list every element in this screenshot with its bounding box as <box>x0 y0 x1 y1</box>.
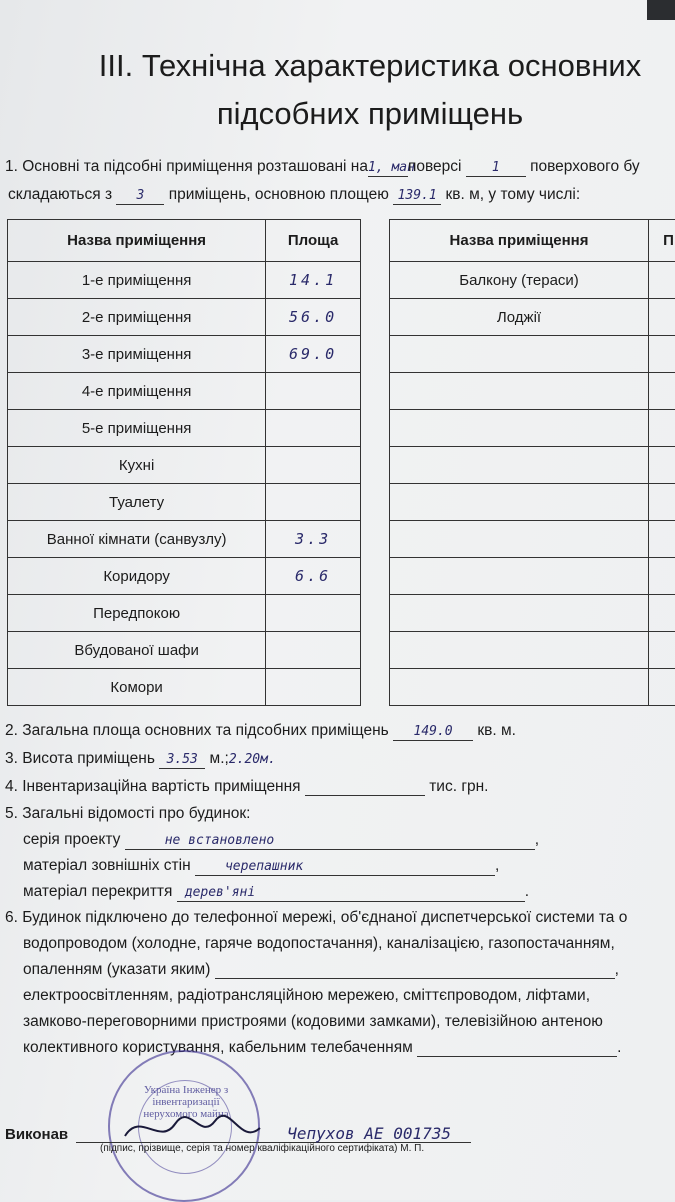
table-row: Кухні <box>8 447 361 484</box>
balcony-table <box>389 219 675 706</box>
height-field: 3.53 <box>159 752 205 769</box>
signature-line: Чепухов АЕ 001735 <box>76 1126 471 1144</box>
table-row: Балкону (тераси) <box>390 262 675 299</box>
executor-label: Виконав <box>5 1126 68 1143</box>
table-row <box>390 336 675 373</box>
section-6-line-6: колективного користування, кабельним телебаченням . <box>23 1039 621 1057</box>
table-row <box>390 484 675 521</box>
section-3: 3. Висота приміщень 3.53 м.;2.20м. <box>5 750 276 769</box>
section-6-line-4: електроосвітленням, радіотрансляційною мережею, сміттєпроводом, ліфтами, <box>23 987 590 1005</box>
section-1-line-1: 1. Основні та підсобні приміщення розташовані на1, манповерсі 1 поверхового бу <box>5 158 640 177</box>
table-row: Ванної кімнати (санвузлу) 3.3 <box>8 521 361 558</box>
table-header: Назва приміщення Площа <box>8 220 361 262</box>
table-row <box>390 595 675 632</box>
title-line-2: підсобних приміщень <box>40 90 675 138</box>
table-row: Передпокою <box>8 595 361 632</box>
table-row: Вбудованої шафи <box>8 632 361 669</box>
section-6-line-3: опаленням (указати яким) , <box>23 961 619 979</box>
section-6-line-1: 6. Будинок підключено до телефонної мережі, об'єднаної диспетчерської системи та о <box>5 909 627 927</box>
page-title <box>40 42 675 138</box>
official-stamp: Україна Інженер з інвентаризації нерухомого майна <box>108 1050 260 1202</box>
section-1-line-2: складаються з 3 приміщень, основною площею 139.1 кв. м, у тому числі: <box>8 186 580 205</box>
section-6-line-2: водопроводом (холодне, гаряче водопостачання), каналізацією, газопостачанням, <box>23 935 615 953</box>
total-area-field: 149.0 <box>393 724 473 741</box>
floor-material-line: матеріал перекриття дерев'яні . <box>23 883 529 902</box>
section-4: 4. Інвентаризаційна вартість приміщення тис. грн. <box>5 778 488 796</box>
table-row: Туалету <box>8 484 361 521</box>
rooms-table <box>7 219 361 706</box>
table-row <box>390 632 675 669</box>
table-row: 1-е приміщення 14.1 <box>8 262 361 299</box>
area-field: 139.1 <box>393 188 441 205</box>
background-edge <box>647 0 675 20</box>
table-row: Лоджії <box>390 299 675 336</box>
table-row <box>390 447 675 484</box>
project-series-line: серія проекту не встановлено , <box>23 831 539 850</box>
floor-field: 1, ман <box>368 160 408 177</box>
rooms-field: 3 <box>116 188 164 205</box>
walls-material-line: матеріал зовнішніх стін черепашник , <box>23 857 499 876</box>
table-row: 3-е приміщення 69.0 <box>8 336 361 373</box>
table-row <box>390 558 675 595</box>
table-row: Комори <box>8 669 361 706</box>
table-row <box>390 373 675 410</box>
table-row <box>390 410 675 447</box>
section-6-line-5: замково-переговорними пристроями (кодовими замками), телевізійною антеною <box>23 1013 603 1031</box>
signature-caption: (підпис, прізвище, серія та номер кваліфікаційного сертифіката) М. П. <box>100 1143 424 1154</box>
table-row: 5-е приміщення <box>8 410 361 447</box>
table-header: Назва приміщення П <box>390 220 675 262</box>
section-2: 2. Загальна площа основних та підсобних приміщень 149.0 кв. м. <box>5 722 516 741</box>
table-row: Коридору 6.6 <box>8 558 361 595</box>
section-5-title: 5. Загальні відомості про будинок: <box>5 805 250 823</box>
table-row: 4-е приміщення <box>8 373 361 410</box>
table-row <box>390 521 675 558</box>
floors-field: 1 <box>466 160 526 177</box>
table-row: 2-е приміщення 56.0 <box>8 299 361 336</box>
table-row <box>390 669 675 706</box>
title-line-1: III. Технічна характеристика основних <box>99 48 642 83</box>
